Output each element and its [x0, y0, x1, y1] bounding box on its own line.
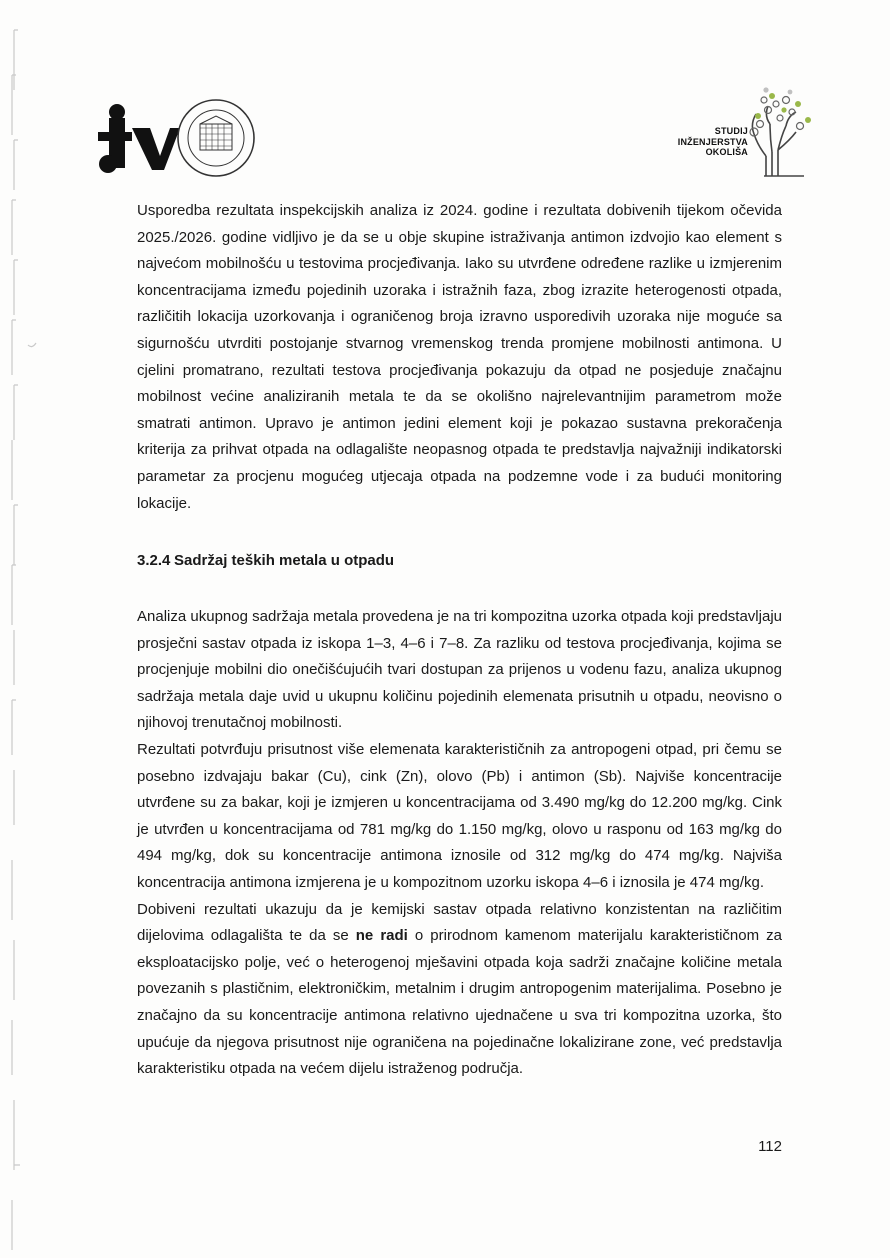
paragraph: Analiza ukupnog sadržaja metala provedena je na tri kompozitna uzorka otpada koji predstavljaju prosječni sastav otpada iz iskopa 1–3, 4–6 i 7–8. Za razliku od testova procjeđivanja, kojima se procjenjuje mobilni dio onečišćujućih tvari dostupan za prijenos u vodenu fazu, analiza ukupnog sadržaja metala daje uvid u ukupnu količinu pojedinih elemenata prisutnih u otpadu, neovisno o njihovoj trenutačnoj mobilnosti.	[137, 608, 782, 732]
study-program-logo	[668, 86, 828, 186]
body-text-top	[137, 198, 782, 517]
emphasis-text: ne radi	[355, 927, 408, 945]
logo-line-3: OKOLIŠA	[705, 147, 748, 157]
page-number: 112	[758, 1138, 782, 1155]
section-number: 3.2.4	[137, 552, 171, 569]
section-title: Sadržaj teških metala u otpadu	[174, 552, 395, 569]
paragraph: Rezultati potvrđuju prisutnost više elemenata karakterističnih za antropogeni otpad, pri čemu se posebno izdvajaju bakar (Cu), cink (Zn), olovo (Pb) i antimon (Sb). Najviše koncentracije utvrđene su za bakar, koji je izmjeren u koncentracijama od 3.490 mg/kg do 12.200 mg/kg. Cink je utvrđen u koncentracijama od 781 mg/kg do 1.150 mg/kg, olovo u rasponu od 163 mg/kg do 494 mg/kg, dok su koncentracije antimona iznosile od 312 mg/kg do 474 mg/kg. Najviša koncentracija antimona izmjerena je u kompozitnom uzorku iskopa 4–6 i iznosila je 474 mg/kg.	[137, 740, 782, 891]
scan-edge-marks	[0, 0, 40, 1258]
logo-line-1: STUDIJ	[714, 126, 748, 136]
paragraph-text: Dobiveni rezultati ukazuju da je kemijski sastav otpada relativno konzistentan na različitim dijelovima odlagališta te da se	[137, 900, 782, 945]
logo-line-2: INŽENJERSTVA	[677, 136, 748, 147]
faculty-logo	[96, 98, 276, 178]
paragraph: Usporedba rezultata inspekcijskih analiza iz 2024. godine i rezultata dobivenih tijekom očevida 2025./2026. godine vidljivo je da se u obje skupine istraživanja antimon izdvojio kao element s najvećom mobilnošću u testovima procjeđivanja. Iako su utvrđene određene razlike u izmjerenim koncentracijama između pojedinih uzoraka i istražnih faza, zbog izrazite heterogenosti otpada, različitih lokacija uzorkovanja i ograničenog broja izravno usporedivih uzoraka nije moguće sa sigurnošću utvrditi postojanje stvarnog vremenskog trenda promjene mobilnosti antimona. U cjelini promatrano, rezultati testova procjeđivanja pokazuju da otpad ne posjeduje značajnu mobilnost većine analiziranih metala te da se okolišno najrelevantnijim parametrom može smatrati antimon. Upravo je antimon jedini element koji je pokazao sustavna prekoračenja kriterija za prihvat otpada na odlagalište neopasnog otpada te predstavlja najvažniji indikatorski parametar za procjenu mogućeg utjecaja otpada na podzemne vode i za budući monitoring lokacije.	[137, 202, 782, 512]
logo-right-text	[678, 126, 748, 158]
paragraph	[137, 897, 782, 1083]
body-text-main	[137, 604, 782, 1083]
section-heading	[137, 552, 394, 569]
paragraph-text: o prirodnom kamenom materijalu karakterističnom za eksploatacijsko polje, već o heterogenoj mješavini otpada koja sadrži značajne količine metala povezanih s plastičnim, elektroničkim, metalnim i drugim antropogenim materijalima. Posebno je značajno da su koncentracije antimona relativno ujednačene u sva tri kompozitna uzorka, što upućuje da njegova prisutnost nije ograničena na pojedinačne lokalizirane zone, već predstavlja karakteristiku otpada na većem dijelu istraženog područja.	[137, 927, 782, 1078]
